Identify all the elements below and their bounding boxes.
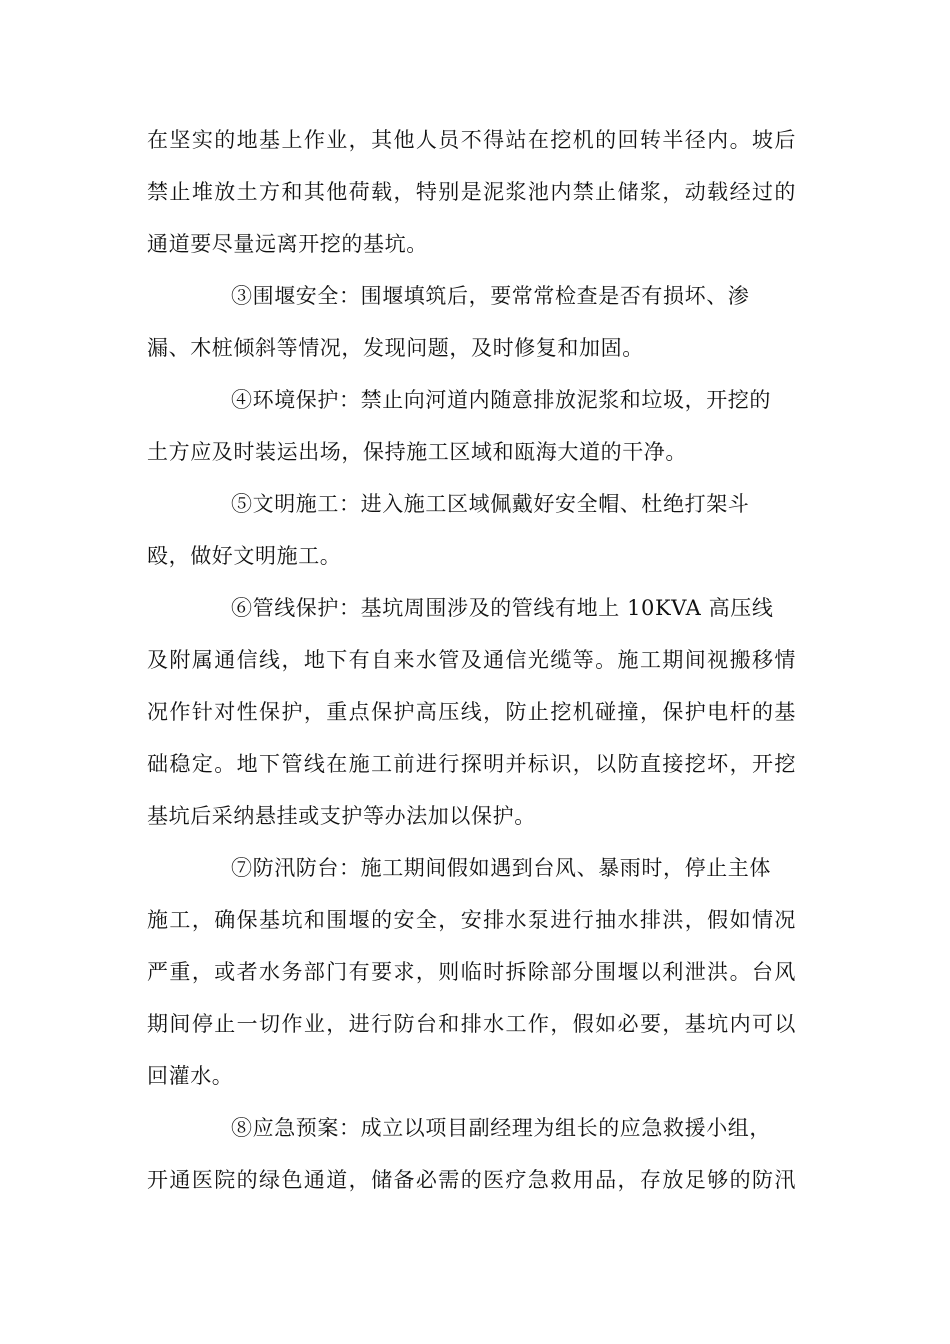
text-line: 通道要尽量远离开挖的基坑。 <box>147 232 428 256</box>
text-line: ⑧应急预案：成立以项目副经理为组长的应急救援小组， <box>231 1116 771 1140</box>
text-line: 殴，做好文明施工。 <box>147 544 342 568</box>
text-line: 况作针对性保护，重点保护高压线，防止挖机碰撞，保护电杆的基 <box>147 700 796 724</box>
paragraph-environment-protection <box>147 374 796 478</box>
text-line: 严重，或者水务部门有要求，则临时拆除部分围堰以利泄洪。台风 <box>147 960 796 984</box>
text-line: ③围堰安全：围堰填筑后，要常常检查是否有损坏、渗 <box>231 284 750 308</box>
text-line: 施工，确保基坑和围堰的安全，安排水泵进行抽水排洪，假如情况 <box>147 908 796 932</box>
text-line: ⑦防汛防台：施工期间假如遇到台风、暴雨时，停止主体 <box>231 856 771 880</box>
paragraph-excavation-safety <box>147 114 796 270</box>
text-line: 回灌水。 <box>147 1064 234 1088</box>
text-line: 基坑后采纳悬挂或支护等办法加以保护。 <box>147 804 536 828</box>
text-line: 期间停止一切作业，进行防台和排水工作，假如必要，基坑内可以 <box>147 1012 796 1036</box>
paragraph-cofferdam-safety <box>147 270 796 374</box>
text-line: 础稳定。地下管线在施工前进行探明并标识，以防直接挖坏，开挖 <box>147 752 796 776</box>
paragraph-pipeline-protection <box>147 582 796 842</box>
paragraph-flood-typhoon-prevention <box>147 842 796 1102</box>
text-line: 开通医院的绿色通道，储备必需的医疗急救用品，存放足够的防汛 <box>147 1168 796 1192</box>
text-line: 土方应及时装运出场，保持施工区域和瓯海大道的干净。 <box>147 440 687 464</box>
text-line: 禁止堆放土方和其他荷载，特别是泥浆池内禁止储浆，动载经过的 <box>147 180 796 204</box>
text-line: ④环境保护：禁止向河道内随意排放泥浆和垃圾，开挖的 <box>231 388 771 412</box>
text-line: 及附属通信线，地下有自来水管及通信光缆等。施工期间视搬移情 <box>147 648 796 672</box>
text-line: ⑥管线保护：基坑周围涉及的管线有地上 10KVA 高压线 <box>231 596 774 620</box>
document-body <box>147 114 796 1206</box>
text-line: 漏、木桩倾斜等情况，发现问题，及时修复和加固。 <box>147 336 644 360</box>
text-line: ⑤文明施工：进入施工区域佩戴好安全帽、杜绝打架斗 <box>231 492 750 516</box>
paragraph-emergency-plan <box>147 1102 796 1206</box>
text-line: 在坚实的地基上作业，其他人员不得站在挖机的回转半径内。坡后 <box>147 128 796 152</box>
paragraph-civilized-construction <box>147 478 796 582</box>
